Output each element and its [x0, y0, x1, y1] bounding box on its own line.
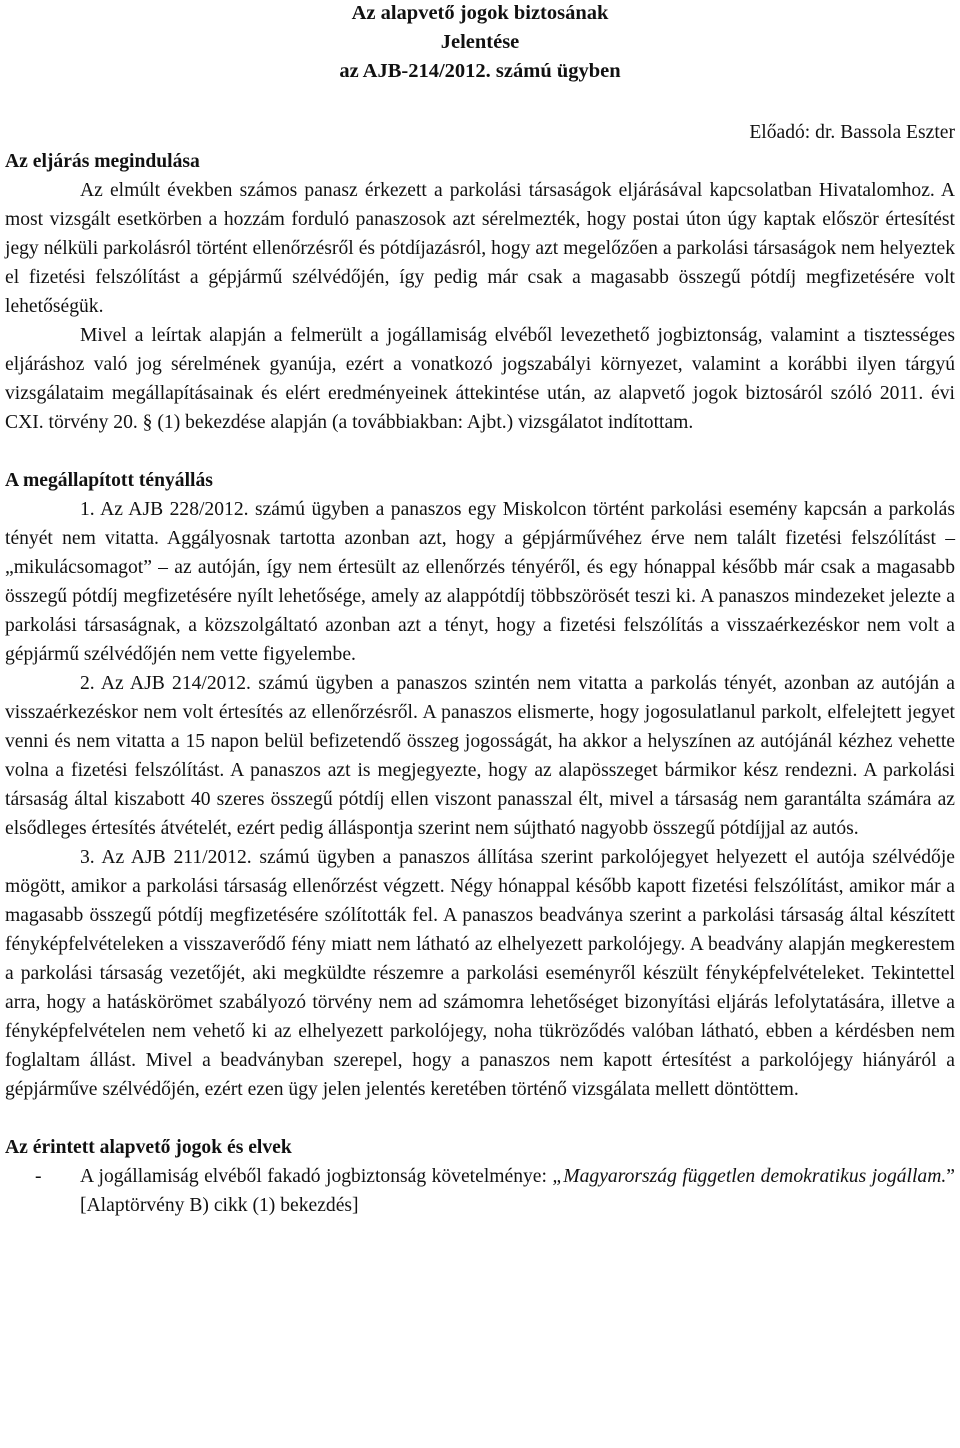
heading-rights: Az érintett alapvető jogok és elvek [5, 1137, 292, 1158]
paragraph-facts-case-3: 3. Az AJB 211/2012. számú ügyben a panaszos állítása szerint parkolójegyet helyezett el autója szélvédője mögött, amikor a parkolási társaság ellenőrzést végzett. Négy hónappal később kapott fizetési felszólítást, amikor már a magasabb összegű pótdíj megfizetésére szólították fel. A panaszos beadványa szerint a parkolási társaság által készített fényképfelvételeken a visszaverődő fény miatt nem látható az elhelyezett parkolójegy. A beadvány alapján megkerestem a parkolási társaság vezetőjét, aki megküldte részemre a parkolási eseményről készült fényképfelvételeket. Tekintettel arra, hogy a hatáskörömet szabályozó törvény nem ad számomra lehetőséget bizonyítási eljárás lefolytatására, illetve a fényképfelvételen nem vehető ki az elhelyezett parkolójegy, noha tükröződés valóban látható, ebben a kérdésben nem foglaltam állást. Mivel a beadványban szerepel, hogy a panaszos nem kapott értesítést a parkolójegy hiányáról a gépjárműve szélvédőjén, ezért ezen ügy jelen jelentés keretében történő vizsgálata mellett döntöttem. [5, 847, 955, 1100]
rights-list-item [5, 1162, 955, 1220]
title-line-report: Jelentése [440, 31, 520, 53]
rights-item-quote: „Magyarország független demokratikus jogállam. [552, 1166, 947, 1187]
heading-facts: A megállapított tényállás [5, 470, 213, 491]
rights-item-citation: ” [Alaptörvény B) cikk (1) bekezdés] [80, 1166, 955, 1216]
document-title [5, 0, 955, 86]
presenter-line: Előadó: dr. Bassola Eszter [749, 122, 955, 143]
paragraph-initiation-2: Mivel a leírtak alapján a felmerült a jogállamiság elvéből levezethető jogbiztonság, valamint a tisztességes eljáráshoz való jog sérelmének gyanúja, ezért a vonatkozó jogszabályi környezet, valamint a korábbi ilyen tárgyú vizsgálataim megállapításainak és elért eredményeinek áttekintése után, az alapvető jogok biztosáról szóló 2011. évi CXI. törvény 20. § (1) bekezdése alapján (a továbbiakban: Ajbt.) vizsgálatot indítottam. [5, 325, 955, 433]
paragraph-facts-case-2: 2. Az AJB 214/2012. számú ügyben a panaszos szintén nem vitatta a parkolás tényét, azonban az autóján a visszaérkezéskor nem volt értesítés az ellenőrzésről. A panaszos elismerte, hogy jogosulatlanul parkolt, elfelejtett jegyet venni és nem vitatta a 15 napon belül befizetendő összeg jogosságát, ha akkor a helyszínen az autójánál kézhez vehette volna a fizetési felszólítást. A panaszos azt is megjegyezte, hogy az alapösszeget bármikor kész rendezni. A parkolási társaság által kiszabott 40 szeres összegű pótdíj ellen viszont panasszal élt, mivel a társaság nem garantálta számára az elsődleges értesítés átvételét, ezért pedig álláspontja szerint nem sújtható nagyobb összegű pótdíjjal az autós. [5, 673, 955, 839]
rights-item-text: A jogállamiság elvéből fakadó jogbiztonság követelménye: [80, 1166, 553, 1187]
paragraph-facts-case-1: 1. Az AJB 228/2012. számú ügyben a panaszos egy Miskolcon történt parkolási esemény kapcsán a parkolás tényét nem vitatta. Aggályosnak tartotta azonban azt, hogy a gépjárművéhez érve nem talált fizetési felszólítást – „mikulácsomagot” – az autóján, így nem értesült az ellenőrzés tényéről, és egy hónappal később már csak a magasabb összegű pótdíj megfizetésére nyílt lehetősége, amely az alappótdíj többszörösét teszi ki. A panaszos mindezeket jelezte a parkolási társaságnak, a közszolgáltató azonban azt a tényt, hogy a fizetési felszólítás a visszaérkezéskor nem volt a gépjármű szélvédőjén nem vette figyelembe. [5, 499, 955, 665]
spacer [5, 1104, 955, 1133]
spacer [5, 437, 955, 466]
heading-initiation: Az eljárás megindulása [5, 151, 200, 172]
title-line-authority: Az alapvető jogok biztosának [351, 2, 609, 24]
paragraph-initiation-1: Az elmúlt években számos panasz érkezett a parkolási társaságok eljárásával kapcsolatban Hivatalomhoz. A most vizsgált esetkörben a hozzám forduló panaszosok azt sérelmezték, hogy postai úton úgy kaptak először értesítést jegy nélküli parkolásról történt ellenőrzésről és pótdíjazásról, hogy azt megelőzően a parkolási társaságok nem helyeztek el fizetési felszólítást a gépjármű szélvédőjén, így pedig már csak a magasabb összegű pótdíj megfizetésére volt lehetőségük. [5, 180, 955, 317]
title-line-case-number: az AJB-214/2012. számú ügyben [339, 60, 621, 82]
list-dash: - [35, 1166, 42, 1187]
document-page [5, 0, 955, 1220]
